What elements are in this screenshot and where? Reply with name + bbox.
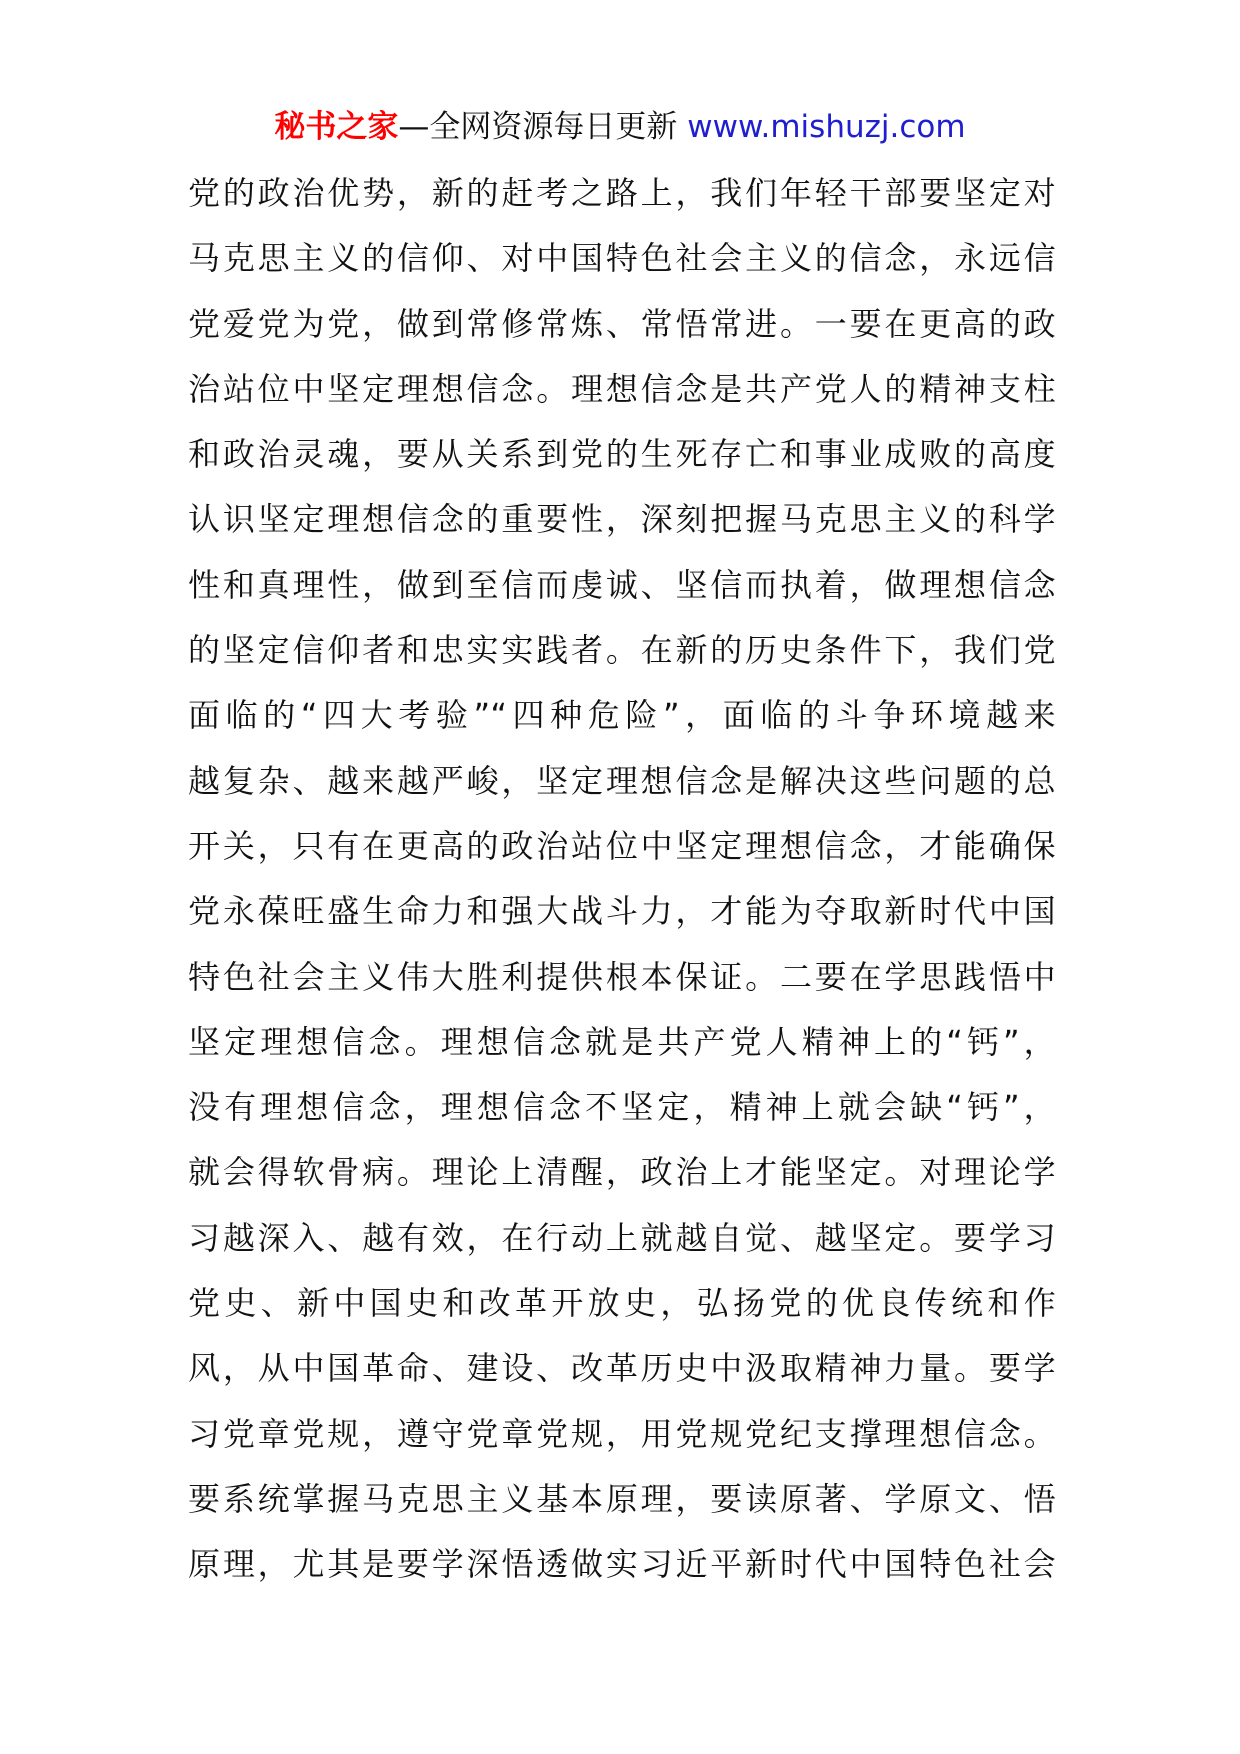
header-brand: 秘书之家 xyxy=(274,109,399,145)
text-line: 要系统掌握马克思主义基本原理，要读原著、学原文、悟 xyxy=(188,1479,1056,1518)
text-line: 就会得软骨病。理论上清醒，政治上才能坚定。对理论学 xyxy=(188,1153,1056,1192)
body-text xyxy=(188,161,1056,1598)
text-line: 党史、新中国史和改革开放史，弘扬党的优良传统和作 xyxy=(188,1284,1056,1323)
text-line: 开关，只有在更高的政治站位中坚定理想信念，才能确保 xyxy=(188,826,1056,865)
text-line: 特色社会主义伟大胜利提供根本保证。二要在学思践悟中 xyxy=(188,957,1056,996)
text-line: 和政治灵魂，要从关系到党的生死存亡和事业成败的高度 xyxy=(188,435,1056,474)
text-line: 风，从中国革命、建设、改革历史中汲取精神力量。要学 xyxy=(188,1349,1056,1388)
text-line: 越复杂、越来越严峻，坚定理想信念是解决这些问题的总 xyxy=(188,761,1056,800)
text-line: 治站位中坚定理想信念。理想信念是共产党人的精神支柱 xyxy=(188,369,1056,408)
page-header xyxy=(0,102,1240,152)
text-line: 认识坚定理想信念的重要性，深刻把握马克思主义的科学 xyxy=(188,500,1056,539)
text-line: 马克思主义的信仰、对中国特色社会主义的信念，永远信 xyxy=(188,239,1056,278)
text-line: 党永葆旺盛生命力和强大战斗力，才能为夺取新时代中国 xyxy=(188,892,1056,931)
text-line: 原理，尤其是要学深悟透做实习近平新时代中国特色社会 xyxy=(188,1545,1056,1584)
header-url-link[interactable]: www.mishuzj.com xyxy=(687,109,966,145)
text-line: 党爱党为党，做到常修常炼、常悟常进。一要在更高的政 xyxy=(188,304,1056,343)
text-line: 习党章党规，遵守党章党规，用党规党纪支撑理想信念。 xyxy=(188,1414,1056,1453)
header-tagline: —全网资源每日更新 xyxy=(398,109,688,145)
text-line: 性和真理性，做到至信而虔诚、坚信而执着，做理想信念 xyxy=(188,565,1056,604)
text-line: 没有理想信念，理想信念不坚定，精神上就会缺“钙”， xyxy=(188,1088,1056,1127)
text-line: 坚定理想信念。理想信念就是共产党人精神上的“钙”， xyxy=(188,1022,1056,1061)
text-line: 党的政治优势，新的赶考之路上，我们年轻干部要坚定对 xyxy=(188,174,1056,212)
text-line: 的坚定信仰者和忠实实践者。在新的历史条件下，我们党 xyxy=(188,631,1056,670)
text-line: 面临的“四大考验”“四种危险”，面临的斗争环境越来 xyxy=(188,696,1056,735)
text-line: 习越深入、越有效，在行动上就越自觉、越坚定。要学习 xyxy=(188,1218,1056,1257)
